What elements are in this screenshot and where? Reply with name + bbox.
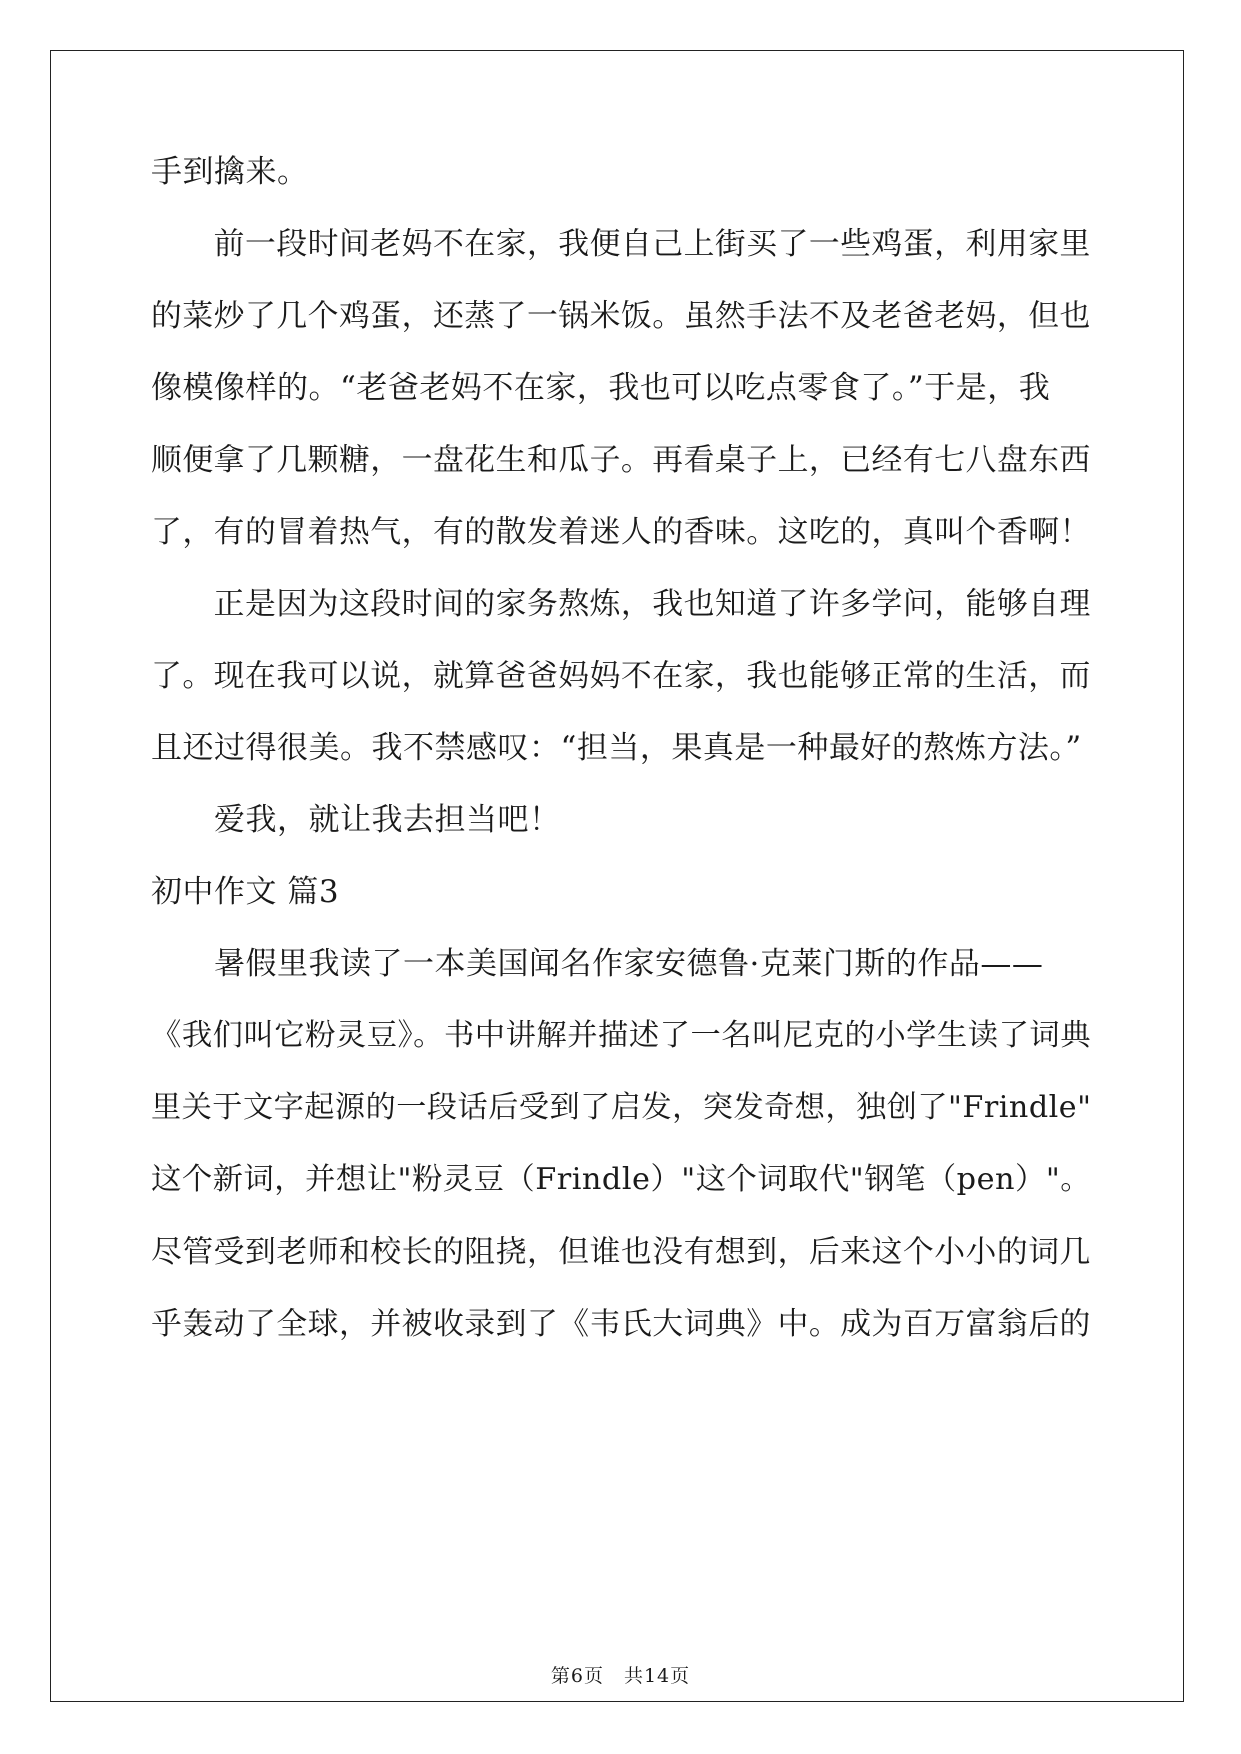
page-number: 第6页 共14页 — [550, 1665, 691, 1687]
text-line: 且还过得很美。我不禁感叹：“担当，果真是一种最好的熬炼方法。” — [151, 730, 1082, 766]
text-line: 暑假里我读了一本美国闻名作家安德鲁·克莱门斯的作品—— — [151, 946, 1044, 982]
text-line: 了。现在我可以说，就算爸爸妈妈不在家，我也能够正常的生活，而 — [151, 658, 1091, 694]
text-line: 爱我，就让我去担当吧！ — [151, 802, 561, 838]
text-line: 前一段时间老妈不在家，我便自己上街买了一些鸡蛋，利用家里 — [151, 226, 1091, 262]
text-line: 《我们叫它粉灵豆》。书中讲解并描述了一名叫尼克的小学生读了词典 — [151, 1018, 1092, 1053]
text-line: 像模像样的。“老爸老妈不在家，我也可以吃点零食了。”于是，我 — [151, 370, 1051, 406]
section-heading: 初中作文 篇3 — [151, 874, 340, 910]
text-line: 正是因为这段时间的家务熬炼，我也知道了许多学问，能够自理 — [151, 586, 1091, 622]
text-line: 里关于文字起源的一段话后受到了启发，突发奇想，独创了"Frindle" — [151, 1090, 1092, 1125]
text-line: 手到擒来。 — [151, 154, 309, 190]
text-line: 尽管受到老师和校长的阻挠，但谁也没有想到，后来这个小小的词几 — [151, 1234, 1091, 1270]
text-line: 乎轰动了全球，并被收录到了《韦氏大词典》中。成为百万富翁后的 — [151, 1306, 1091, 1342]
text-line: 的菜炒了几个鸡蛋，还蒸了一锅米饭。虽然手法不及老爸老妈，但也 — [151, 298, 1091, 334]
text-line: 了，有的冒着热气，有的散发着迷人的香味。这吃的，真叫个香啊！ — [151, 514, 1091, 550]
text-line: 顺便拿了几颗糖，一盘花生和瓜子。再看桌子上，已经有七八盘东西 — [151, 442, 1091, 478]
text-line: 这个新词，并想让"粉灵豆（Frindle）"这个词取代"钢笔（pen）"。 — [151, 1162, 1092, 1197]
